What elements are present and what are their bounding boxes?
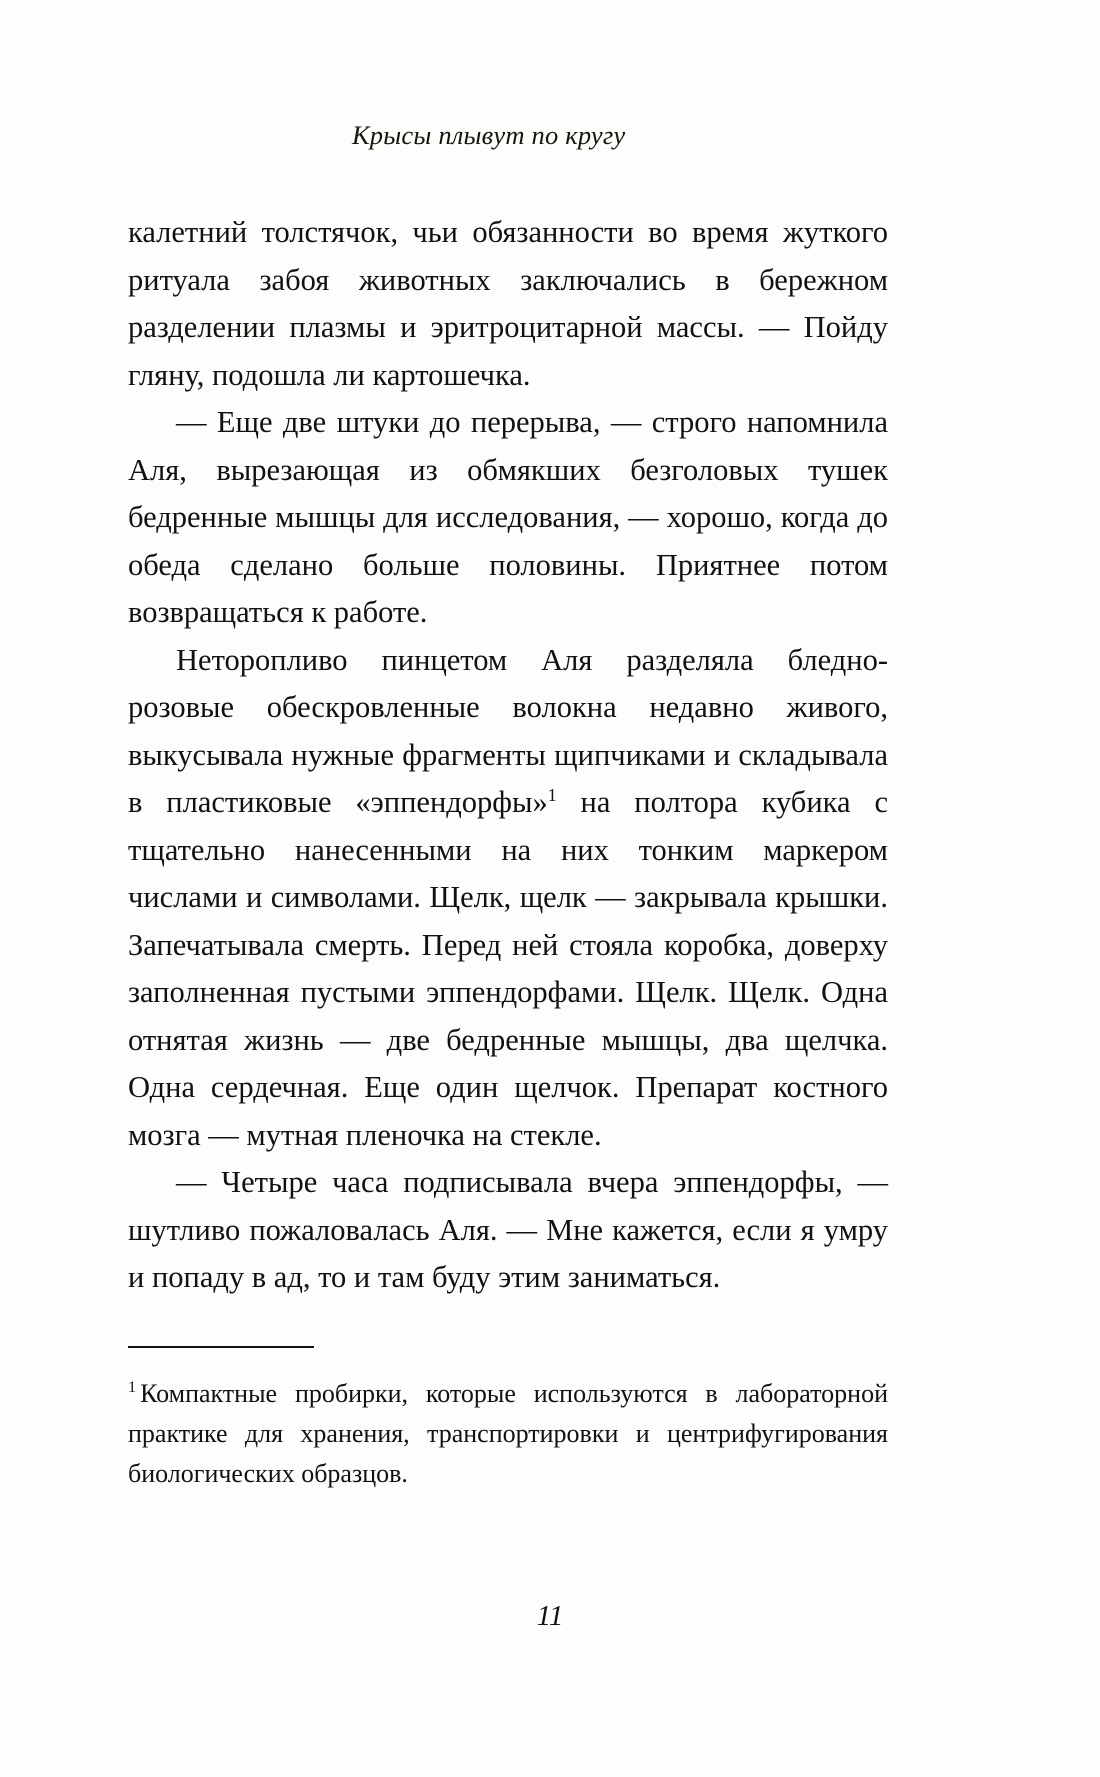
page-number: 11: [536, 1600, 564, 1632]
paragraph-eppendorf: [128, 637, 888, 1160]
paragraph-continuation: калетний толстячок, чьи обязанности во время жуткого ритуала забоя животных заключались в бережном разделении плазмы и эритроцитарной массы. — Пойду гляну, подошла ли картошечка.: [128, 215, 888, 392]
paragraph-eppendorf-part1: Неторопливо пинцетом Аля разделяла бледно-розовые обескровленные волокна недавно живого, выкусывала нужные фрагменты щипчиками и складывала в пластиковые «эппендорфы»: [128, 642, 888, 819]
paragraph-dialogue-alya: — Еще две штуки до перерыва, — строго напомнила Аля, вырезающая из обмякших безголовых тушек бедренные мышцы для исследования, — хорошо, когда до обеда сделано больше половины. Приятнее потом возвращаться к работе.: [128, 405, 888, 629]
footnote-number: 1: [128, 1378, 137, 1396]
page-content: [128, 120, 888, 1494]
footnote-reference-marker[interactable]: 1: [547, 784, 557, 805]
paragraph-dialogue-joke: — Четыре часа подписывала вчера эппендорфы, — шутливо пожаловалась Аля. — Мне кажется, если я умру и попаду в ад, то и там буду этим заниматься.: [128, 1165, 888, 1294]
paragraph-eppendorf-part2: на полтора кубика с тщательно нанесенными на них тонким маркером числами и символами. Щелк, щелк — закрывала крышки. Запечатывала смерть. Перед ней стояла коробка, доверху заполненная пустыми эппендорфами. Щелк. Щелк. Одна отнятая жизнь — две бедренные мышцы, два щелчка. Одна сердечная. Еще один щелчок. Препарат костного мозга — мутная пленочка на стекле.: [128, 785, 888, 1152]
footnote-separator-rule: [128, 1346, 314, 1348]
footnote-body: Компактные пробирки, которые используются в лабораторной практике для хранения, транспортировки и центрифугирования биологических образцов.: [128, 1378, 888, 1488]
footnote-text: [128, 1374, 888, 1494]
running-head: Крысы плывут по кругу: [352, 120, 626, 150]
body-text: [128, 209, 888, 1302]
footnote-block: [128, 1346, 888, 1494]
